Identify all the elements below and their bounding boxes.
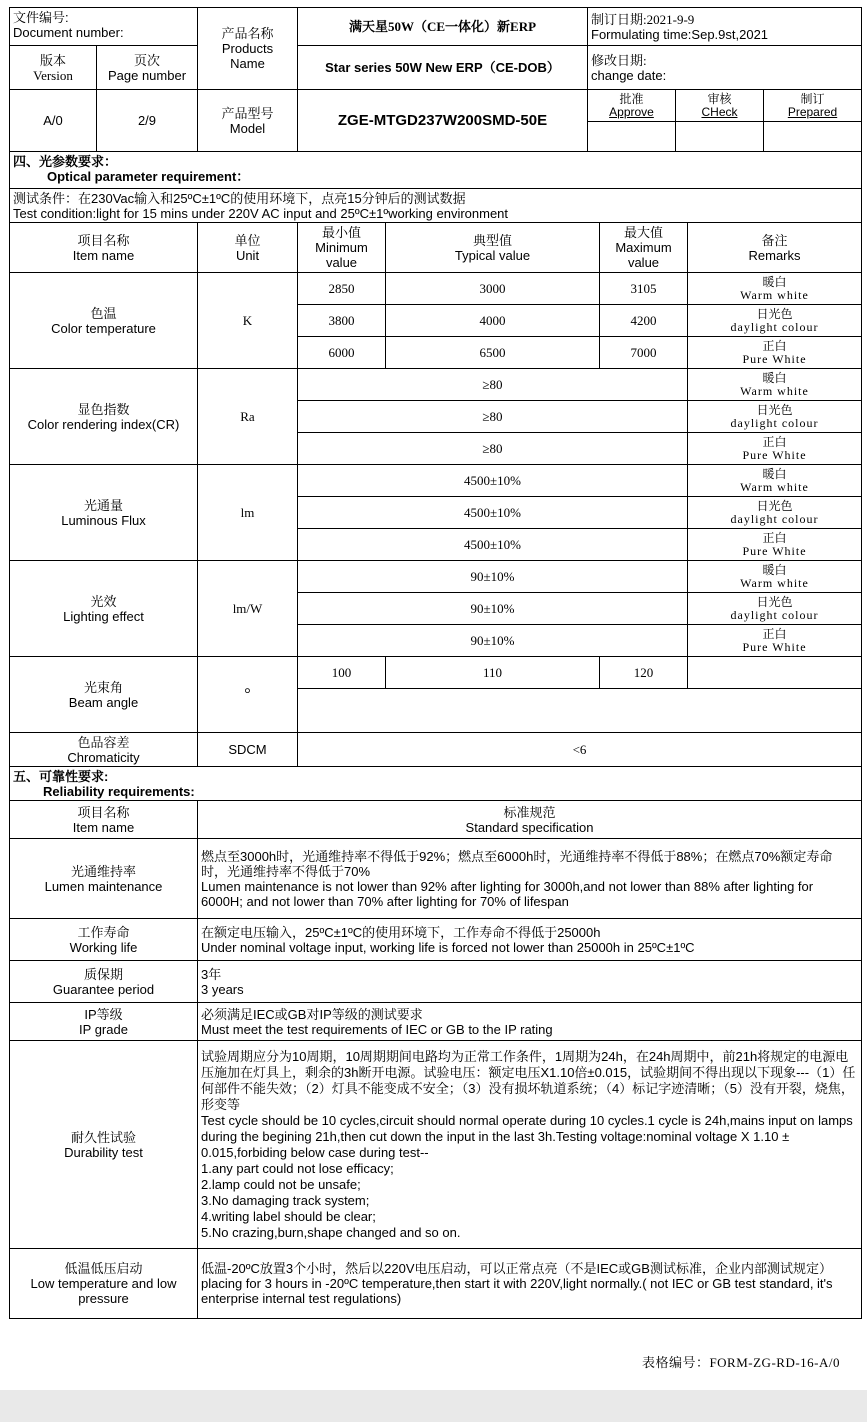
version-label-cn: 版本 [39, 52, 66, 68]
chroma-unit: SDCM [198, 733, 298, 767]
optical-section-en: Optical parameter requirement： [47, 169, 250, 184]
condition-en: Test condition:light for 15 mins under 220V AC input and 25ºC±1ºworking environment [13, 205, 509, 221]
lumen-cn: 光通维持率 [70, 863, 136, 879]
eff-value-3: 90±10% [298, 625, 688, 657]
rel-col-item [10, 801, 198, 839]
ct-en: Color temperature [51, 320, 156, 336]
eff-cn: 光效 [90, 593, 117, 609]
beam-blank [298, 689, 862, 733]
eff-remark-2 [688, 593, 862, 625]
ip-spec-cn: 必须满足IEC或GB对IP等级的测试要求 [201, 1006, 423, 1022]
rel-col-spec-cn: 标准规范 [503, 804, 556, 820]
eff-remark-1 [688, 561, 862, 593]
remark-en: Warm white [740, 479, 809, 494]
remark-en: Pure White [742, 543, 807, 558]
prepared-cn: 制订 [800, 91, 825, 106]
remark-cn: 暖白 [762, 274, 787, 289]
col-max-en1: Maximum [615, 240, 672, 255]
ct-min-2: 3800 [298, 305, 386, 337]
remark-cn: 暖白 [762, 370, 787, 385]
check-cn: 审核 [707, 91, 732, 106]
doc-number-label-en: Document number: [13, 25, 124, 40]
page-bottom-band [0, 1390, 867, 1422]
remark-en: Pure White [742, 351, 807, 366]
ct-item [10, 273, 198, 369]
guarantee-item [10, 961, 198, 1003]
flux-value-1: 4500±10% [298, 465, 688, 497]
beam-min: 100 [298, 657, 386, 689]
remark-en: Warm white [740, 383, 809, 398]
ct-max-3: 7000 [600, 337, 688, 369]
beam-typ: 110 [386, 657, 600, 689]
optical-section-cn: 四、光参数要求： [13, 154, 118, 169]
life-spec-en: Under nominal voltage input, working life is forced not lower than 25000h in 25ºC±1ºC [201, 939, 695, 955]
chroma-cn: 色品容差 [77, 734, 130, 750]
lumen-item [10, 839, 198, 919]
form-number: 表格编号：FORM-ZG-RD-16-A/0 [641, 1355, 840, 1370]
col-rem-en: Remarks [748, 247, 801, 263]
eff-unit: lm/W [198, 561, 298, 657]
remark-en: Pure White [742, 639, 807, 654]
durability-spec-en: Test cycle should be 10 cycles,circuit should normal operate during 10 cycles.1 cycle is 24h,mains input on lamps during the begining 21h,then cut down the input in the last 3h.Testing voltage:nominal voltage X 1.10 ± 0.015,forbiding below case during test-- [201, 1112, 853, 1160]
beam-unit: ° [198, 657, 298, 733]
rel-col-item-en: Item name [72, 819, 135, 835]
durability-item-3: 3.No damaging track system; [201, 1192, 370, 1208]
spec-sheet [9, 7, 861, 1319]
version-label-en: Version [33, 67, 73, 83]
lowtemp-spec [198, 1249, 862, 1319]
change-date-en: change date: [591, 67, 667, 83]
ct-max-2: 4200 [600, 305, 688, 337]
model-label-en: Model [229, 120, 266, 136]
lowtemp-item [10, 1249, 198, 1319]
optical-section-title [10, 152, 862, 189]
product-name-cn: 满天星50W（CE一体化）新ERP [298, 8, 588, 46]
product-name-label-en1: Products [221, 41, 274, 56]
ct-remark-2 [688, 305, 862, 337]
col-typ-cn: 典型值 [472, 232, 512, 248]
remark-en: Warm white [740, 287, 809, 302]
life-spec [198, 919, 862, 961]
page-value: 2/9 [97, 90, 198, 152]
durability-item-2: 2.lamp could not be unsafe; [201, 1176, 361, 1192]
col-typ-en: Typical value [454, 247, 531, 263]
col-item-header [10, 223, 198, 273]
check-en: CHeck [701, 104, 738, 119]
col-typ-header [386, 223, 600, 273]
durability-en: Durability test [64, 1144, 143, 1160]
model-label [198, 90, 298, 152]
page-label [97, 46, 198, 90]
ct-max-1: 3105 [600, 273, 688, 305]
durability-spec [198, 1041, 862, 1249]
lowtemp-en2: pressure [78, 1291, 129, 1306]
lumen-spec [198, 839, 862, 919]
reliability-section-cn: 五、可靠性要求: [13, 768, 109, 784]
flux-remark-3 [688, 529, 862, 561]
lumen-spec-en: Lumen maintenance is not lower than 92% after lighting for 3000h,and not lower than 88% after lighting for 6000H; and not lower than 70% after lighting for 70% of lifespan [201, 878, 814, 909]
ip-item [10, 1003, 198, 1041]
change-date-cn: 修改日期: [591, 52, 647, 68]
eff-value-1: 90±10% [298, 561, 688, 593]
lowtemp-spec-cn: 低温-20ºC放置3个小时，然后以220V电压启动，可以正常点亮（不是IEC或GB测试标准，企业内部测试规定） [201, 1261, 832, 1276]
test-condition [10, 189, 862, 223]
guarantee-spec-en: 3 years [201, 981, 244, 997]
chroma-en: Chromaticity [67, 749, 140, 765]
guarantee-en: Guarantee period [52, 981, 155, 997]
durability-cn: 耐久性试验 [70, 1129, 136, 1145]
remark-cn: 日光色 [756, 402, 793, 417]
ct-min-3: 6000 [298, 337, 386, 369]
ip-en: IP grade [79, 1021, 128, 1037]
formulating-date-cell [588, 8, 862, 46]
ct-typ-2: 4000 [386, 305, 600, 337]
cri-value-3: ≥80 [298, 433, 688, 465]
lowtemp-spec-en: placing for 3 hours in -20ºC temperature,then start it with 220V,light normally.( not IEC or GB test standard, it's enterprise internal test regulations) [201, 1276, 833, 1306]
flux-en: Luminous Flux [61, 512, 146, 528]
col-unit-cn: 单位 [234, 232, 261, 248]
cri-remark-3 [688, 433, 862, 465]
flux-value-2: 4500±10% [298, 497, 688, 529]
durability-item-4: 4.writing label should be clear; [201, 1208, 376, 1224]
ct-min-1: 2850 [298, 273, 386, 305]
lumen-spec-cn: 燃点至3000h时，光通维持率不得低于92%；燃点至6000h时，光通维持率不得低于88%；在燃点70%额定寿命时，光通维持率不得低于70% [201, 848, 833, 879]
col-unit-header [198, 223, 298, 273]
chroma-item [10, 733, 198, 767]
durability-item [10, 1041, 198, 1249]
optical-table [9, 151, 862, 767]
life-spec-cn: 在额定电压输入，25ºC±1ºC的使用环境下，工作寿命不得低于25000h [201, 924, 601, 940]
flux-cn: 光通量 [83, 497, 123, 513]
col-min-en1: Minimum [315, 240, 368, 255]
rel-col-spec-en: Standard specification [465, 819, 594, 835]
product-name-label-cn: 产品名称 [221, 26, 274, 41]
formulating-date-en: Formulating time:Sep.9st,2021 [591, 26, 769, 42]
col-item-en: Item name [72, 247, 135, 263]
ct-remark-3 [688, 337, 862, 369]
check-sign [676, 122, 764, 152]
ip-spec [198, 1003, 862, 1041]
lumen-en: Lumen maintenance [44, 878, 163, 894]
chroma-value: <6 [298, 733, 862, 767]
remark-cn: 正白 [762, 434, 787, 449]
remark-en: daylight colour [730, 607, 819, 622]
condition-cn: 测试条件：在230Vac输入和25ºC±1ºC的使用环境下，点亮15分钟后的测试数据 [13, 190, 466, 206]
beam-item [10, 657, 198, 733]
col-max-cn: 最大值 [623, 225, 663, 240]
remark-cn: 正白 [762, 338, 787, 353]
model-label-cn: 产品型号 [221, 105, 274, 121]
formulating-date-cn: 制订日期:2021-9-9 [591, 11, 695, 27]
prepared-label [764, 90, 862, 122]
version-value: A/0 [10, 90, 97, 152]
prepared-en: Prepared [787, 104, 838, 119]
guarantee-spec-cn: 3年 [201, 966, 222, 982]
remark-cn: 正白 [762, 530, 787, 545]
ct-remark-1 [688, 273, 862, 305]
product-name-label [198, 8, 298, 90]
product-name-en: Star series 50W New ERP（CE-DOB） [298, 46, 588, 90]
remark-cn: 正白 [762, 626, 787, 641]
reliability-section-en: Reliability requirements: [43, 783, 195, 799]
remark-cn: 日光色 [756, 594, 793, 609]
remark-en: Warm white [740, 575, 809, 590]
durability-item-1: 1.any part could not lose efficacy; [201, 1160, 394, 1176]
beam-cn: 光束角 [83, 679, 123, 695]
product-name-label-en2: Name [230, 56, 265, 71]
life-cn: 工作寿命 [77, 924, 130, 940]
remark-cn: 日光色 [756, 306, 793, 321]
cri-value-2: ≥80 [298, 401, 688, 433]
eff-value-2: 90±10% [298, 593, 688, 625]
col-min-cn: 最小值 [321, 225, 361, 240]
lowtemp-cn: 低温低压启动 [64, 1261, 143, 1276]
eff-item [10, 561, 198, 657]
remark-cn: 日光色 [756, 498, 793, 513]
cri-value-1: ≥80 [298, 369, 688, 401]
header-table [9, 7, 862, 152]
remark-en: daylight colour [730, 511, 819, 526]
rel-col-item-cn: 项目名称 [77, 804, 130, 820]
page-label-cn: 页次 [133, 52, 160, 68]
col-min-en2: value [325, 255, 358, 270]
life-item [10, 919, 198, 961]
approve-sign [588, 122, 676, 152]
col-rem-cn: 备注 [761, 232, 788, 248]
flux-value-3: 4500±10% [298, 529, 688, 561]
cri-unit: Ra [198, 369, 298, 465]
flux-unit: lm [198, 465, 298, 561]
check-label [676, 90, 764, 122]
col-min-header [298, 223, 386, 273]
ct-typ-1: 3000 [386, 273, 600, 305]
rel-col-spec [198, 801, 862, 839]
eff-en: Lighting effect [63, 608, 144, 624]
remark-cn: 暖白 [762, 562, 787, 577]
ct-cn: 色温 [90, 305, 117, 321]
approve-label [588, 90, 676, 122]
cri-cn: 显色指数 [77, 401, 130, 417]
life-en: Working life [69, 939, 138, 955]
beam-en: Beam angle [68, 694, 139, 710]
beam-remark [688, 657, 862, 689]
col-rem-header [688, 223, 862, 273]
cri-en: Color rendering index(CR) [27, 416, 180, 432]
prepared-sign [764, 122, 862, 152]
model-value: ZGE-MTGD237W200SMD-50E [298, 90, 588, 152]
cri-remark-1 [688, 369, 862, 401]
col-max-en2: value [627, 255, 660, 270]
ip-spec-en: Must meet the test requirements of IEC or GB to the IP rating [201, 1021, 553, 1037]
eff-remark-3 [688, 625, 862, 657]
col-unit-en: Unit [235, 247, 260, 263]
cri-remark-2 [688, 401, 862, 433]
durability-spec-cn: 试验周期应分为10周期，10周期期间电路均为正常工作条件，1周期为24h，在24h周期中，前21h将规定的电源电压施加在灯具上，剩余的3h断开电源。试验电压：额定电压X1.10倍±0.015，试验期间不得出现以下现象---（1）任何部件不能失效；（2）灯具不能变成不安全；（3）没有损坏轨道系统；（4）标记字迹清晰；（5）没有开裂，烧焦，形变等 [201, 1048, 856, 1112]
approve-cn: 批准 [619, 91, 644, 106]
col-max-header [600, 223, 688, 273]
approve-en: Approve [609, 104, 654, 119]
cri-item [10, 369, 198, 465]
change-date-cell [588, 46, 862, 90]
lowtemp-en1: Low temperature and low [30, 1276, 177, 1291]
remark-en: daylight colour [730, 319, 819, 334]
guarantee-spec [198, 961, 862, 1003]
flux-remark-1 [688, 465, 862, 497]
durability-item-5: 5.No crazing,burn,shape changed and so on. [201, 1224, 461, 1240]
remark-cn: 暖白 [762, 466, 787, 481]
ct-unit: K [198, 273, 298, 369]
flux-remark-2 [688, 497, 862, 529]
page-label-en: Page number [107, 67, 187, 83]
remark-en: Pure White [742, 447, 807, 462]
beam-max: 120 [600, 657, 688, 689]
ct-typ-3: 6500 [386, 337, 600, 369]
ip-cn: IP等级 [84, 1006, 123, 1022]
guarantee-cn: 质保期 [83, 966, 123, 982]
reliability-table [9, 766, 862, 1319]
doc-number-label-cn: 文件编号: [13, 10, 69, 25]
doc-number-cell [10, 8, 198, 46]
flux-item [10, 465, 198, 561]
reliability-section-title [10, 767, 862, 801]
col-item-cn: 项目名称 [77, 232, 130, 248]
remark-en: daylight colour [730, 415, 819, 430]
version-label [10, 46, 97, 90]
